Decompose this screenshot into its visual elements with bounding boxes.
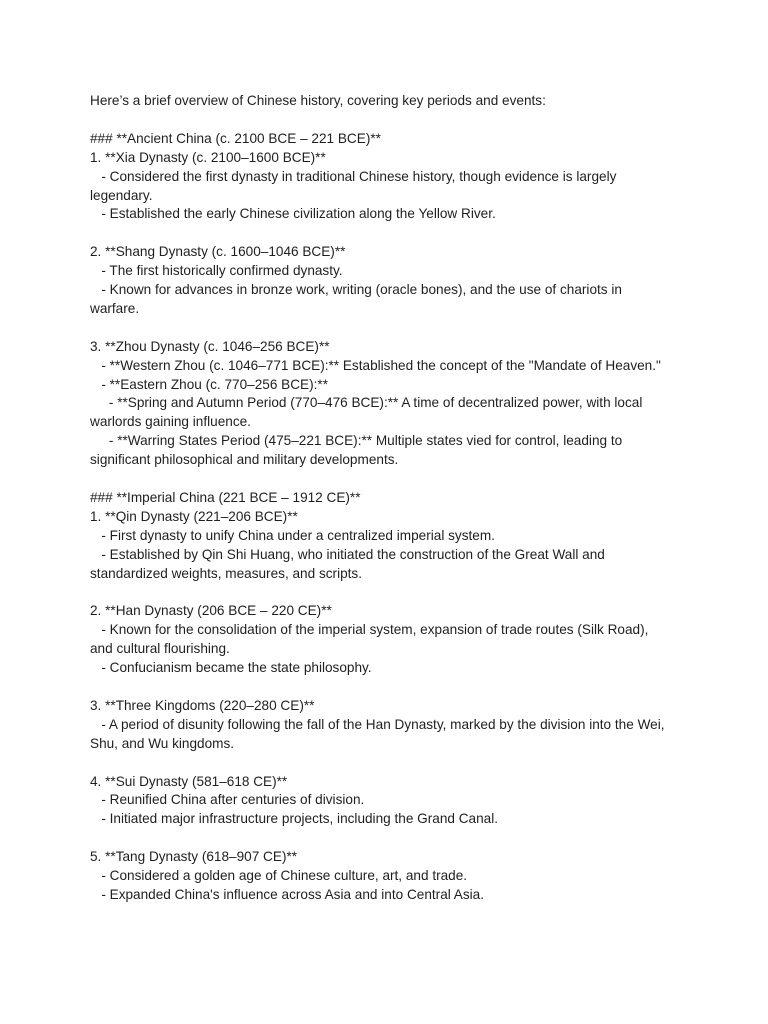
- text-line: 5. **Tang Dynasty (618–907 CE)**: [90, 849, 298, 865]
- text-line: 1. **Qin Dynasty (221–206 BCE)**: [90, 508, 298, 524]
- text-line: 4. **Sui Dynasty (581–618 CE)**: [90, 773, 288, 789]
- text-line: 2. **Shang Dynasty (c. 1600–1046 BCE)**: [90, 244, 346, 260]
- text-line: - Considered the first dynasty in traditional Chinese history, though evidence is largely: [90, 168, 617, 184]
- text-line: and cultural flourishing.: [90, 641, 230, 657]
- text-line: - **Warring States Period (475–221 BCE):** Multiple states vied for control, leading to: [90, 433, 623, 449]
- blank-line: [90, 754, 690, 773]
- text-line: significant philosophical and military developments.: [90, 452, 399, 468]
- text-line: 3. **Zhou Dynasty (c. 1046–256 BCE)**: [90, 338, 330, 354]
- blank-line: [90, 224, 690, 243]
- text-line: 1. **Xia Dynasty (c. 2100–1600 BCE)**: [90, 149, 326, 165]
- blank-line: [90, 470, 690, 489]
- text-line: Shu, and Wu kingdoms.: [90, 735, 235, 751]
- text-line: - The first historically confirmed dynasty.: [90, 263, 343, 279]
- text-line: standardized weights, measures, and scripts.: [90, 565, 363, 581]
- text-line: - Initiated major infrastructure projects, including the Grand Canal.: [90, 811, 499, 827]
- text-line: legendary.: [90, 187, 153, 203]
- text-line: - **Eastern Zhou (c. 770–256 BCE):**: [90, 376, 329, 392]
- text-line: - First dynasty to unify China under a centralized imperial system.: [90, 527, 495, 543]
- text-line: - Expanded China's influence across Asia and into Central Asia.: [90, 886, 485, 902]
- blank-line: [90, 678, 690, 697]
- text-line: - A period of disunity following the fall of the Han Dynasty, marked by the division into the Wei,: [90, 716, 665, 732]
- blank-line: [90, 319, 690, 338]
- text-line: - Confucianism became the state philosophy.: [90, 660, 372, 676]
- blank-line: [90, 111, 690, 130]
- text-line: - Reunified China after centuries of division.: [90, 792, 365, 808]
- text-line: ### **Imperial China (221 BCE – 1912 CE)**: [90, 489, 361, 505]
- text-line: - Established by Qin Shi Huang, who initiated the construction of the Great Wall and: [90, 546, 605, 562]
- blank-line: [90, 584, 690, 603]
- text-line: - Established the early Chinese civilization along the Yellow River.: [90, 206, 496, 222]
- blank-line: [90, 829, 690, 848]
- text-line: - Known for advances in bronze work, writing (oracle bones), and the use of chariots in: [90, 282, 622, 298]
- document-page: [90, 92, 690, 905]
- text-line: 2. **Han Dynasty (206 BCE – 220 CE)**: [90, 603, 332, 619]
- text-line: - **Spring and Autumn Period (770–476 BCE):** A time of decentralized power, with local: [90, 395, 643, 411]
- text-line: Here’s a brief overview of Chinese history, covering key periods and events:: [90, 93, 546, 108]
- text-line: - Known for the consolidation of the imperial system, expansion of trade routes (Silk Road),: [90, 622, 649, 638]
- text-line: warlords gaining influence.: [90, 414, 251, 430]
- text-line: - **Western Zhou (c. 1046–771 BCE):** Established the concept of the "Mandate of Heaven.": [90, 357, 661, 373]
- text-line: - Considered a golden age of Chinese culture, art, and trade.: [90, 868, 468, 884]
- text-line: warfare.: [90, 300, 140, 316]
- text-line: ### **Ancient China (c. 2100 BCE – 221 BCE)**: [90, 130, 381, 146]
- text-line: 3. **Three Kingdoms (220–280 CE)**: [90, 697, 315, 713]
